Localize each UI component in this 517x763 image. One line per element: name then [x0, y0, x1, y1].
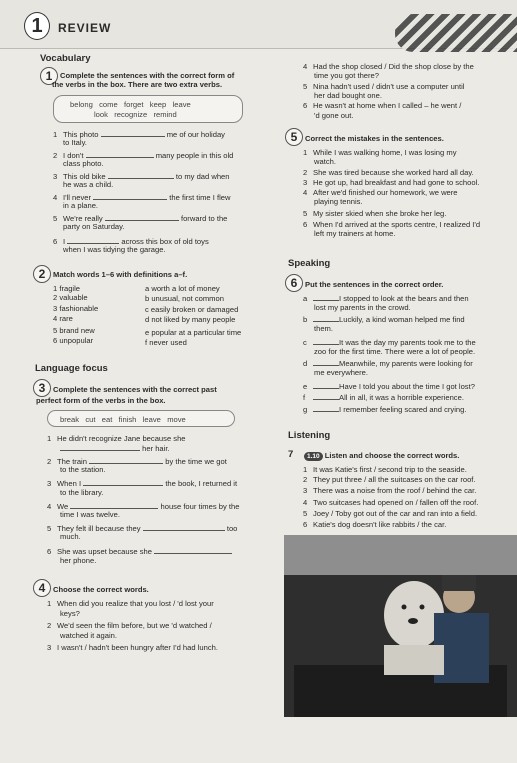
ex5-item-6-cont: left my trainers at home. [314, 229, 396, 238]
header-decoration [395, 14, 517, 52]
ex6-item-g: g I remember feeling scared and crying. [303, 405, 467, 414]
word-box-3-words: break cut eat finish leave move [60, 415, 186, 424]
unit-number: 1 [24, 12, 50, 40]
ex4-cont-item-4: 4 Had the shop closed / Did the shop close by the [303, 62, 474, 71]
ex4-cont-item-6: 6 He wasn't at home when I called – he went / [303, 101, 462, 110]
ex2-def-c: c easily broken or damaged [145, 305, 239, 314]
exercise-5-instruction: Correct the mistakes in the sentences. [305, 134, 444, 143]
ex7-item-4: 4 Two suitcases had opened on / fallen off the roof. [303, 498, 479, 507]
ex4-cont-item-5: 5 Nina hadn't used / didn't use a computer until [303, 82, 465, 91]
page-title: REVIEW [58, 21, 112, 35]
ex2-word-3: 3 fashionable [53, 304, 99, 313]
exercise-3-instruction: Complete the sentences with the correct past [53, 385, 217, 394]
exercise-7-instruction-line: 1.10 Listen and choose the correct words. [304, 451, 459, 461]
ex6-item-a-cont: lost my parents in the crowd. [314, 303, 411, 312]
exercise-4-number: 4 [33, 579, 51, 597]
ex6-item-b: b Luckily, a kind woman helped me find [303, 315, 465, 324]
exercise-6-number: 6 [285, 274, 303, 292]
ex1-item-3-cont: he was a child. [63, 180, 114, 189]
ex4-item-2-cont: watched it again. [60, 631, 117, 640]
speaking-heading: Speaking [288, 258, 331, 269]
ex2-word-6: 6 unpopular [53, 336, 94, 345]
exercise-2-number: 2 [33, 265, 51, 283]
ex1-item-6-cont: when I was tidying the garage. [63, 245, 166, 254]
ex2-word-2: 2 valuable [53, 293, 88, 302]
ex7-item-2: 2 They put three / all the suitcases on the car roof. [303, 475, 476, 484]
ex5-item-6: 6 When I'd arrived at the sports centre, I realized I'd [303, 220, 481, 229]
ex4-cont-item-5-line-2: her dad bought one. [314, 91, 382, 100]
exercise-2-instruction: Match words 1–6 with definitions a–f. [53, 270, 188, 279]
ex7-item-1: 1 It was Katie's first / second trip to the seaside. [303, 465, 467, 474]
ex3-item-4: 4 We house four times by the [47, 502, 240, 511]
audio-track-badge[interactable]: 1.10 [304, 452, 323, 461]
ex4-item-2: 2 We'd seen the film before, but we 'd watched / [47, 621, 212, 630]
ex5-item-3: 3 He got up, had breakfast and had gone to school. [303, 178, 480, 187]
ex2-def-b: b unusual, not common [145, 294, 224, 303]
exercise-3-instruction-2: perfect form of the verbs in the box. [36, 396, 166, 405]
ex1-item-4: 4 I'll never the first time I flew [53, 193, 231, 202]
ex3-item-3-cont: to the library. [60, 488, 104, 497]
ex2-def-e: e popular at a particular time [145, 328, 242, 337]
ex4-item-1: 1 When did you realize that you lost / 'd lost your [47, 599, 214, 608]
listening-heading: Listening [288, 430, 331, 441]
ex1-item-4-cont: in a plane. [63, 201, 99, 210]
ex1-item-1: 1 This photo me of our holiday [53, 130, 225, 139]
exercise-1-instruction: Complete the sentences with the correct form of [60, 71, 235, 80]
word-box-1-line-2: look recognize remind [94, 110, 177, 119]
ex3-item-5-cont: much. [60, 532, 81, 541]
ex5-item-1: 1 While I was walking home, I was losing my [303, 148, 457, 157]
exercise-1-number: 1 [40, 67, 58, 85]
photo-illustration [284, 535, 517, 717]
word-box-3 [47, 410, 235, 427]
ex1-item-2: 2 I don't many people in this old [53, 151, 234, 160]
ex1-item-3: 3 This old bike to my dad when [53, 172, 230, 181]
word-box-1 [53, 95, 243, 123]
ex3-item-3: 3 When I the book, I returned it [47, 479, 238, 488]
exercise-4-instruction: Choose the correct words. [53, 585, 149, 594]
ex1-item-5: 5 We're really forward to the [53, 214, 228, 223]
ex5-item-4: 4 After we'd finished our homework, we were [303, 188, 458, 197]
ex6-item-b-cont: them. [314, 324, 333, 333]
ex6-item-f: f All in all, it was a horrible experience. [303, 393, 464, 402]
ex1-item-1-cont: to Italy. [63, 138, 87, 147]
ex7-item-6: 6 Katie's dog doesn't like rabbits / the car. [303, 520, 447, 529]
ex5-item-4-cont: playing tennis. [314, 197, 363, 206]
ex4-item-3: 3 I wasn't / hadn't been hungry after I'd had lunch. [47, 643, 218, 652]
ex7-item-3: 3 There was a noise from the roof / behind the car. [303, 486, 477, 495]
ex3-item-2: 2 The train by the time we got [47, 457, 227, 466]
ex5-item-5: 5 My sister skied when she broke her leg. [303, 209, 447, 218]
ex5-item-2: 2 She was tired because she worked hard all day. [303, 168, 474, 177]
ex6-item-c-cont: zoo for the first time. There were a lot of people. [314, 347, 476, 356]
ex2-def-d: d not liked by many people [145, 315, 236, 324]
ex4-cont-item-4-line-2: time you got there? [314, 71, 380, 80]
exercise-7-number: 7 [288, 449, 294, 460]
ex6-item-e: e Have I told you about the time I got lost? [303, 382, 475, 391]
ex2-def-f: f never used [145, 338, 187, 347]
ex3-item-2-cont: to the station. [60, 465, 106, 474]
ex6-item-d: d Meanwhile, my parents were looking for [303, 359, 473, 368]
exercise-1-instruction-2: the verbs in the box. There are two extra verbs. [52, 80, 223, 89]
ex4-cont-item-6-line-2: 'd gone out. [314, 111, 354, 120]
ex6-item-a: a I stopped to look at the bears and then [303, 294, 469, 303]
ex6-item-d-cont: me everywhere. [314, 368, 369, 377]
review-header [0, 0, 517, 49]
ex3-item-4-cont: time I was twelve. [60, 510, 120, 519]
language-focus-heading: Language focus [35, 363, 108, 374]
ex3-item-1: 1 He didn't recognize Jane because she [47, 434, 186, 443]
ex6-item-c: c It was the day my parents took me to the [303, 338, 476, 347]
ex3-item-1-cont: her hair. [60, 443, 170, 453]
word-box-1-line-1: belong come forget keep leave [70, 100, 191, 109]
ex3-item-5: 5 They felt ill because they too [47, 524, 238, 533]
exercise-6-instruction: Put the sentences in the correct order. [305, 280, 444, 289]
ex1-item-2-cont: class photo. [63, 159, 104, 168]
exercise-5-number: 5 [285, 128, 303, 146]
vocabulary-heading: Vocabulary [40, 53, 91, 64]
ex2-word-1: 1 fragile [53, 284, 81, 293]
ex3-item-6: 6 She was upset because she [47, 546, 232, 556]
ex2-word-4: 4 rare [53, 314, 73, 323]
ex2-word-5: 5 brand new [53, 326, 95, 335]
ex1-item-5-cont: party on Saturday. [63, 222, 125, 231]
exercise-3-number: 3 [33, 379, 51, 397]
ex3-item-6-cont: her phone. [60, 556, 97, 565]
girl-with-dog-photo [284, 535, 517, 717]
ex7-item-5: 5 Joey / Toby got out of the car and ran into a field. [303, 509, 478, 518]
ex5-item-1-cont: watch. [314, 157, 336, 166]
ex2-def-a: a worth a lot of money [145, 284, 220, 293]
ex1-item-6: 6 I across this box of old toys [53, 237, 209, 246]
ex4-item-1-cont: keys? [60, 609, 80, 618]
